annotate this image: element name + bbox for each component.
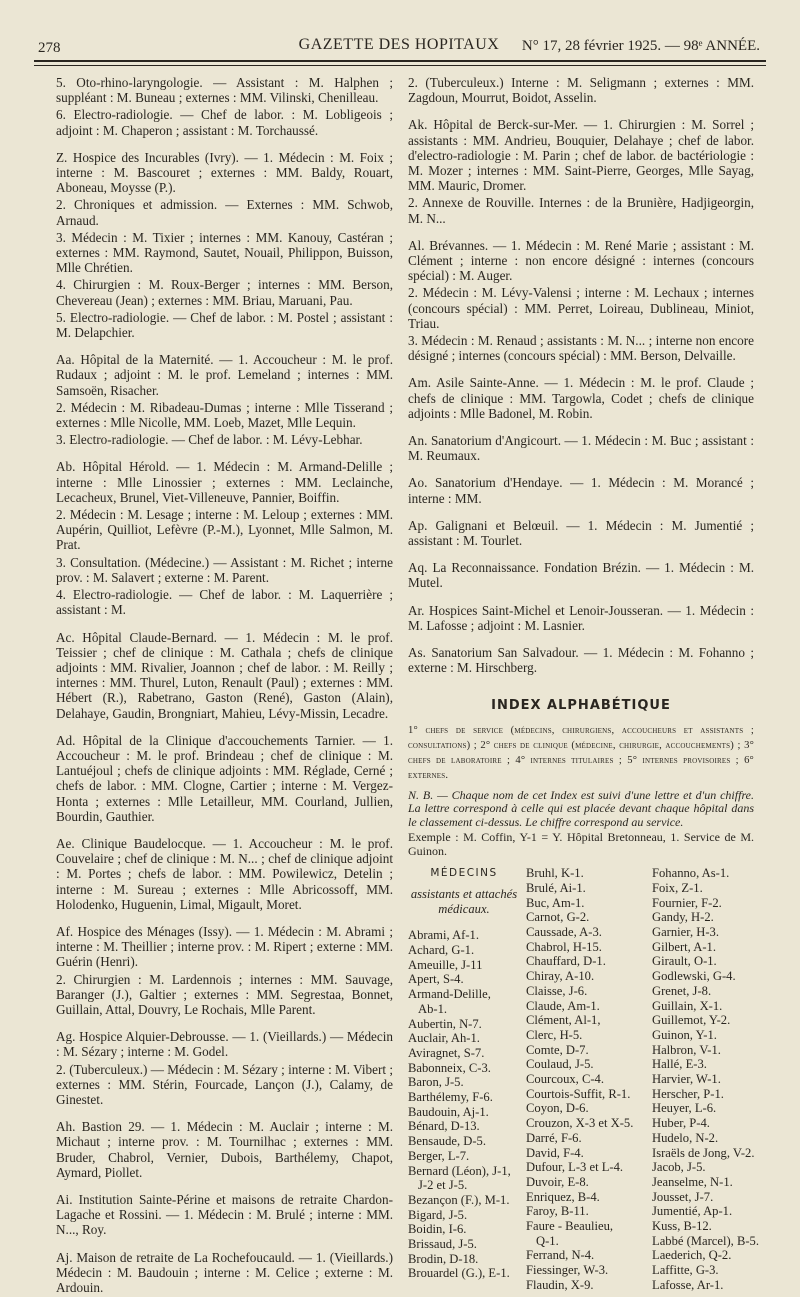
index-note: N. B. — Chaque nom de cet Index est suivi d'une lettre et d'un chiffre. La lettre correspond à celle qui est placée devant chaque hôpital dans le classement ci-dessus. Le chiffre correspond au service. xyxy=(408,787,754,829)
index-item: Hallé, E-3. xyxy=(652,1057,707,1072)
index-item: Crouzon, X-3 et X-5. xyxy=(526,1116,634,1131)
service-entry: 3. Consultation. (Médecine.) — Assistant : M. Richet ; interne prov. : M. Salavert ; externe : M. Parent. xyxy=(56,554,393,585)
hospital-entry: Am. Asile Sainte-Anne. — 1. Médecin : M. le prof. Claude ; chefs de clinique : MM. Targowla, Codet ; chefs de clinique adjoints : Mlle Badonel, M. Robin. xyxy=(408,375,754,421)
hospital-entry: Aq. La Reconnaissance. Fondation Brézin. — 1. Médecin : M. Mutel. xyxy=(408,560,754,591)
hospital-entry: Ai. Institution Sainte-Périne et maisons de retraite Chardon-Lagache et Rossini. — 1. Médecin : M. Brulé ; interne : MM. N..., Roy. xyxy=(56,1192,393,1238)
page-header xyxy=(38,36,760,58)
index-item: Buc, Am-1. xyxy=(526,895,585,910)
index-item: Darré, F-6. xyxy=(526,1130,582,1145)
index-item: Guillemot, Y-2. xyxy=(652,1013,731,1028)
index-item: Claude, Am-1. xyxy=(526,998,600,1013)
index-item: Flaudin, X-9. xyxy=(526,1277,594,1292)
service-entry: 5. Oto-rhino-laryngologie. — Assistant : M. Halphen ; suppléant : M. Buneau ; externes : MM. Vilinski, Chenilleau. xyxy=(56,75,393,106)
service-entry: 6. Electro-radiologie. — Chef de labor. : M. Lobligeois ; adjoint : M. Chaperon ; assistant : M. Torchaussé. xyxy=(56,107,393,138)
index-item: Jumentié, Ap-1. xyxy=(652,1204,733,1219)
hospital-entry: As. Sanatorium San Salvadour. — 1. Médecin : M. Fohanno ; externe : M. Hirschberg. xyxy=(408,645,754,676)
service-entry: 3. Electro-radiologie. — Chef de labor. : M. Lévy-Lebhar. xyxy=(56,432,363,448)
index-item: Clerc, H-5. xyxy=(526,1027,583,1042)
index-item: Guillain, X-1. xyxy=(652,998,723,1013)
index-item: Huber, P-4. xyxy=(652,1116,710,1131)
index-item: Achard, G-1. xyxy=(408,943,475,958)
index-item: Bigard, J-5. xyxy=(408,1207,468,1222)
hospital-entry: Af. Hospice des Ménages (Issy). — 1. Médecin : M. Abrami ; interne : M. Theillier ; interne prov. : M. Ripert ; externe : MM. Guérin (Henri). xyxy=(56,923,393,970)
index-item: Jeanselme, N-1. xyxy=(652,1174,733,1189)
index-item: Brissaud, J-5. xyxy=(408,1237,477,1252)
index-item: Hudelo, N-2. xyxy=(652,1130,719,1145)
index-item: Faure - Beaulieu, xyxy=(526,1219,614,1234)
index-item: Duvoir, E-8. xyxy=(526,1174,589,1189)
service-entry: 4. Electro-radiologie. — Chef de labor. : M. Laquerrière ; assistant : M. xyxy=(56,587,393,618)
index-item: J-2 et J-5. xyxy=(418,1178,468,1193)
index-item: Courtois-Suffit, R-1. xyxy=(526,1086,631,1101)
index-item: Fournier, F-2. xyxy=(652,895,722,910)
hospital-entry: Ar. Hospices Saint-Michel et Lenoir-Jousseran. — 1. Médecin : M. Lafosse ; adjoint : M. Lasnier. xyxy=(408,602,754,633)
index-item: Girault, O-1. xyxy=(652,954,717,969)
index-col-3 xyxy=(648,866,759,1292)
index-item: Lafosse, Ar-1. xyxy=(652,1277,724,1292)
index-item: Israëls de Jong, V-2. xyxy=(652,1145,755,1160)
index-item: Gandy, H-2. xyxy=(652,910,714,925)
index-item: Bezançon (F.), M-1. xyxy=(408,1192,510,1207)
index-item: Bernard (Léon), J-1, xyxy=(408,1163,511,1178)
index-item: Ferrand, N-4. xyxy=(526,1248,595,1263)
index-item: Garnier, H-3. xyxy=(652,925,719,940)
right-column xyxy=(408,75,759,1293)
index-item: Brodin, D-18. xyxy=(408,1251,479,1266)
service-entry: 3. Médecin : M. Tixier ; internes : MM. Kanouy, Castéran ; externes : MM. Raymond, Sautet, Nouail, Philippon, Buisson, Mlle Chrétien. xyxy=(56,229,393,276)
index-item: Brulé, Ai-1. xyxy=(526,880,586,895)
service-entry: 2. Médecin : M. Lesage ; interne : M. Leloup ; externes : MM. Aupérin, Quilliot, Lefèvre (P.-M.), Lyonnet, Mlle Salmon, M. Prat. xyxy=(56,507,393,553)
index-item: Heuyer, L-6. xyxy=(652,1101,717,1116)
hospital-entry: Ag. Hospice Alquier-Debrousse. — 1. (Vieillards.) — Médecin : M. Sézary ; interne : M. Godel. xyxy=(56,1029,393,1060)
hospital-entry: Aj. Maison de retraite de La Rochefoucauld. — 1. (Vieillards.) Médecin : M. Baudouin ; interne : M. Celice ; externe : M. Ardouin. xyxy=(56,1249,393,1296)
index-item: Brouardel (G.), E-1. xyxy=(408,1266,510,1281)
hospital-entry: An. Sanatorium d'Angicourt. — 1. Médecin : M. Buc ; assistant : M. Reumaux. xyxy=(408,433,754,464)
index-item: Barthélemy, F-6. xyxy=(408,1090,493,1105)
index-item: Chiray, A-10. xyxy=(526,969,595,984)
index-item: Berger, L-7. xyxy=(408,1148,470,1163)
index-item: Laederich, Q-2. xyxy=(652,1248,732,1263)
index-item: Bensaude, D-5. xyxy=(408,1134,486,1149)
index-item: Gilbert, A-1. xyxy=(652,939,717,954)
header-rule-thin xyxy=(34,65,766,66)
index-item: Laffitte, G-3. xyxy=(652,1263,719,1278)
index-title: INDEX ALPHABÉTIQUE xyxy=(491,697,671,713)
index-item: Baron, J-5. xyxy=(408,1075,464,1090)
index-item: Fiessinger, W-3. xyxy=(526,1263,609,1278)
hospital-entry: Aa. Hôpital de la Maternité. — 1. Accoucheur : M. le prof. Rudaux ; adjoint : M. le prof. Lemeland ; internes : MM. Samsoën, Risacher. xyxy=(56,352,393,398)
index-item: Apert, S-4. xyxy=(408,972,464,987)
index-item: Harvier, W-1. xyxy=(652,1072,721,1087)
service-entry: 3. Médecin : M. Renaud ; assistants : M. N... ; interne non encore désigné ; internes (concours spécial) : MM. Berson, Delvaille. xyxy=(408,333,754,364)
index-col-1-list xyxy=(408,928,520,1281)
hospital-entry: Ak. Hôpital de Berck-sur-Mer. — 1. Chirurgien : M. Sorrel ; assistants : MM. Andrieu, Bouquier, Delahaye ; chef de labor. d'electro-radiologie : M. Parin ; chef de labor. de bactériologie : M. Mozer ; internes : MM. Saint-Pierre, Georges, Mlle Sayag, MM. Mauric, Dromer. xyxy=(408,117,754,194)
service-entry: 2. Chirurgien : M. Lardennois ; internes : MM. Sauvage, Baranger (J.), Galtier ; externes : MM. Segrestaa, Bonnet, Guillain, Attal, Douvry, Le Rochais, Mlle Parent. xyxy=(56,971,393,1017)
index-item: Chauffard, D-1. xyxy=(526,954,606,969)
index-item: Jacob, J-5. xyxy=(652,1160,706,1175)
service-entry: 5. Electro-radiologie. — Chef de labor. : M. Postel ; assistant : M. Delapchier. xyxy=(56,309,393,341)
left-column xyxy=(56,75,393,1297)
index-item: Auclair, Ah-1. xyxy=(408,1031,480,1046)
hospital-entry: Ab. Hôpital Hérold. — 1. Médecin : M. Armand-Delille ; interne : Mlle Linossier ; externes : MM. Leclainche, Lecacheux, Brunel, Viet-Villeneuve, Pannier, Boiffin. xyxy=(56,459,393,505)
index-item: Ameuille, J-11 xyxy=(408,957,483,972)
index-item: Clément, Al-1, xyxy=(526,1013,601,1028)
page-number: 278 xyxy=(38,40,61,56)
service-entry: 2. Médecin : M. Lévy-Valensi ; interne : M. Lechaux ; internes (concours spécial) : MM. Perret, Loireau, Dublineau, Miniot, Triau. xyxy=(408,285,754,331)
service-entry: 2. (Tuberculeux.) — Médecin : M. Sézary ; interne : M. Vibert ; externes : MM. Stérin, Fourcade, Lançon (J.), Calamy, de Ginestet. xyxy=(56,1061,393,1107)
index-item: Faroy, B-11. xyxy=(526,1204,589,1219)
index-item: Aviragnet, S-7. xyxy=(408,1045,485,1060)
index-columns xyxy=(408,866,759,1292)
index-item: Coyon, D-6. xyxy=(526,1101,589,1116)
index-item: Boidin, I-6. xyxy=(408,1222,467,1237)
index-item: Baudouin, Aj-1. xyxy=(408,1104,489,1119)
index-item: Halbron, V-1. xyxy=(652,1042,721,1057)
index-item: Labbé (Marcel), B-5. xyxy=(652,1233,759,1248)
index-item: Aubertin, N-7. xyxy=(408,1016,482,1031)
index-section-heading: MÉDECINS xyxy=(430,867,498,880)
index-item: Bruhl, K-1. xyxy=(526,866,584,881)
index-item: Comte, D-7. xyxy=(526,1042,589,1057)
index-item: Courcoux, C-4. xyxy=(526,1072,605,1087)
index-item: Abrami, Af-1. xyxy=(408,928,479,943)
index-section-sub: assistants et attachés médicaux. xyxy=(410,886,518,916)
alphabetical-index xyxy=(408,697,759,1293)
header-rule-thick xyxy=(34,60,766,62)
service-entry: 2. (Tuberculeux.) Interne : M. Seligmann ; externes : MM. Zagdoun, Mourrut, Boidot, Asselin. xyxy=(408,75,754,106)
index-item: Q-1. xyxy=(536,1233,559,1248)
hospital-entry: Ac. Hôpital Claude-Bernard. — 1. Médecin : M. le prof. Teissier ; chef de clinique : M. Cathala ; chefs de clinique adjoints : MM. Rivalier, Joannon ; chef de labor. : M. Reilly ; internes : MM. Thurel, Luton, Renault (Paul) ; externes : MM. Hébert (R.), Rabetrano, Gaston (René), Gaston (Alain), Delahaye, Gaudin, Brongniart, Mahieu, Lévy-Missin, Lecadre. xyxy=(56,629,393,721)
index-item: Claisse, J-6. xyxy=(526,983,588,998)
index-col-2 xyxy=(520,866,648,1292)
index-item: Enriquez, B-4. xyxy=(526,1189,600,1204)
hospital-entry: Al. Brévannes. — 1. Médecin : M. René Marie ; assistant : M. Clément ; interne : non encore désigné : internes (concours spécial) : M. Auger. xyxy=(408,237,754,284)
index-item: Foix, Z-1. xyxy=(652,880,703,895)
index-col-1 xyxy=(408,866,520,1292)
index-item: Ab-1. xyxy=(418,1001,448,1016)
index-item: Dufour, L-3 et L-4. xyxy=(526,1160,624,1175)
issue-info: N° 17, 28 février 1925. — 98ᵉ ANNÉE. xyxy=(521,38,760,54)
index-item: Chabrol, H-15. xyxy=(526,939,602,954)
index-item: Guinon, Y-1. xyxy=(652,1027,717,1042)
hospital-entry: Ae. Clinique Baudelocque. — 1. Accoucheur : M. le prof. Couvelaire ; chef de clinique : M. N... ; chef de clinique adjoint : M. Portes ; chefs de labor. : MM. Powilewicz, Detelin ; interne : M. Sureau ; externes : Mlle Abricossoff, MM. Holodenko, Huguenin, Limal, Migault, Moret. xyxy=(56,835,393,912)
index-item: Jousset, J-7. xyxy=(652,1189,714,1204)
service-entry: 2. Médecin : M. Ribadeau-Dumas ; interne : Mlle Tisserand ; externes : Mlle Nicolle, MM. Loeb, Mazet, Mlle Lequin. xyxy=(56,399,393,431)
index-legend: 1° chefs de service (médecins, chirurgiens, accoucheurs et assistants ; consultations) ; 2° chefs de clinique (médecine, chirurgie, accouchements) ; 3° chefs de laboratoire ; 4° internes titulaires ; 5° internes provisoires ; 6° externes. xyxy=(408,724,754,781)
index-item: Kuss, B-12. xyxy=(652,1219,712,1234)
hospital-entry: Ap. Galignani et Belœuil. — 1. Médecin : M. Jumentié ; assistant : M. Tourlet. xyxy=(408,517,754,549)
index-item: Babonneix, C-3. xyxy=(408,1060,491,1075)
index-item: Fohanno, As-1. xyxy=(652,866,730,881)
service-entry: 2. Chroniques et admission. — Externes : MM. Schwob, Arnaud. xyxy=(56,197,393,228)
right-column-entries xyxy=(408,75,754,676)
service-entry: 2. Annexe de Rouville. Internes : de la Brunière, Hadjigeorgin, M. N... xyxy=(408,195,754,226)
hospital-entry: Ao. Sanatorium d'Hendaye. — 1. Médecin : M. Morancé ; interne : MM. xyxy=(408,475,754,506)
index-item: Bénard, D-13. xyxy=(408,1119,480,1134)
service-entry: 4. Chirurgien : M. Roux-Berger ; internes : MM. Berson, Chevereau (Jean) ; externes : MM. Briau, Maruani, Pau. xyxy=(56,277,393,308)
hospital-entry: Ah. Bastion 29. — 1. Médecin : M. Auclair ; interne : M. Michaut ; interne prov. : M. Tournilhac ; externes : MM. Bruder, Chabrol, Vernier, Dubois, Barthélemy, Chapot, Aymard, Piollet. xyxy=(56,1119,393,1180)
index-item: Grenet, J-8. xyxy=(652,983,712,998)
hospital-entry: Ad. Hôpital de la Clinique d'accouchements Tarnier. — 1. Accoucheur : M. le prof. Brindeau ; chef de clinique : M. Lantuéjoul ; chefs de clinique adjoints : MM. Réglade, Cerné ; chefs de labor. : MM. Clogne, Cartier ; interne : M. Vergez-Honta ; externes : Mlle Letailleur, MM. Courland, Jullien, Bourdin, Gauthier. xyxy=(56,732,393,824)
index-item: Coulaud, J-5. xyxy=(526,1057,594,1072)
index-item: Herscher, P-1. xyxy=(652,1086,724,1101)
index-example: Exemple : M. Coffin, Y-1 = Y. Hôpital Bretonneau, 1. Service de M. Guinon. xyxy=(408,830,754,858)
hospital-entry: Z. Hospice des Incurables (Ivry). — 1. Médecin : M. Foix ; interne : M. Bascouret ; externes : MM. Baldy, Rouart, Aboneau, Moysse (P.). xyxy=(56,149,393,196)
newspaper-title: GAZETTE DES HOPITAUX xyxy=(298,36,500,53)
index-item: Carnot, G-2. xyxy=(526,910,590,925)
index-item: Godlewski, G-4. xyxy=(652,969,736,984)
index-item: David, F-4. xyxy=(526,1145,584,1160)
index-item: Armand-Delille, xyxy=(408,987,491,1002)
index-item: Caussade, A-3. xyxy=(526,925,602,940)
